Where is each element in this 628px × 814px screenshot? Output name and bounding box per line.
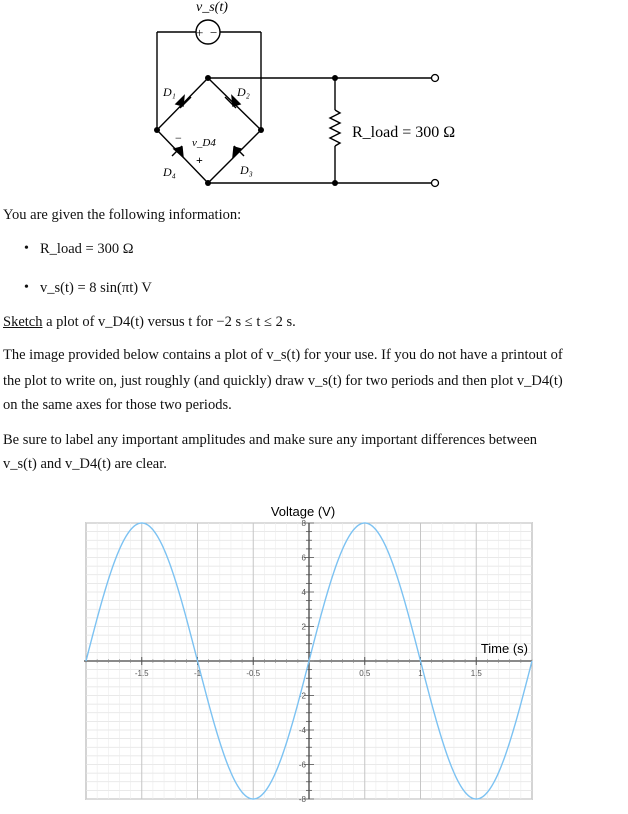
voltage-plot [0, 495, 628, 805]
y-tick-label: 2 [301, 622, 306, 632]
y-tick-label: -8 [298, 795, 306, 804]
x-axis-label: Time (s) [480, 641, 528, 656]
x-tick-label: 1 [418, 669, 423, 678]
bullet-vs: v_s(t) = 8 sin(πt) V [40, 280, 152, 296]
d1-label: D₁ [163, 85, 176, 99]
source-minus: − [210, 25, 218, 40]
para1-line2: the plot to write on, just roughly (and quickly) draw v_s(t) for two periods and then plot v_D4(t) [3, 373, 563, 389]
vd4-label: v_D4 [192, 137, 216, 149]
y-tick-label: -6 [298, 760, 306, 770]
bullet-rload: R_load = 300 Ω [40, 241, 134, 257]
para1-line3: on the same axes for those two periods. [3, 397, 232, 413]
output-terminal-bottom [432, 180, 439, 187]
intro-text: You are given the following information: [3, 207, 242, 223]
d3-label: D₃ [240, 163, 253, 177]
x-tick-label: 1.5 [470, 669, 482, 678]
d4-label: D₄ [163, 165, 176, 179]
task-text: a plot of v_D4(t) versus t for −2 s ≤ t ≤ 2 s. [46, 314, 296, 330]
sketch-word: Sketch [3, 314, 43, 330]
x-tick-label: -1 [193, 669, 202, 678]
bullet-dot-2: • [24, 280, 29, 295]
x-tick-label: 0.5 [359, 669, 371, 678]
para2-line1: Be sure to label any important amplitudes and make sure any important differences between [3, 432, 538, 448]
output-terminal-top [432, 75, 439, 82]
bullet-dot-1: • [24, 241, 29, 256]
vd4-minus: − [175, 131, 182, 145]
rload-label: R_load = 300 Ω [352, 124, 456, 141]
y-tick-label: 6 [301, 553, 306, 563]
para1-line1: The image provided below contains a plot of v_s(t) for your use. If you do not have a printout of [3, 347, 563, 363]
x-tick-label: -1.5 [134, 669, 149, 678]
source-plus: + [196, 25, 204, 40]
vd4-plus: + [196, 153, 203, 167]
y-tick-label: -2 [298, 691, 306, 701]
x-tick-label: -0.5 [246, 669, 261, 678]
y-tick-label: 8 [301, 519, 306, 528]
task-line [3, 310, 296, 334]
y-tick-label: 4 [301, 588, 306, 597]
d2-label: D₂ [237, 85, 250, 99]
source-label: v_s(t) [196, 0, 228, 15]
y-axis-label: Voltage (V) [270, 504, 336, 519]
y-tick-label: -4 [298, 726, 306, 735]
bridge-rectifier-circuit [0, 0, 628, 200]
diode-d3-symbol [233, 146, 244, 157]
para2-line2: v_s(t) and v_D4(t) are clear. [3, 456, 167, 472]
